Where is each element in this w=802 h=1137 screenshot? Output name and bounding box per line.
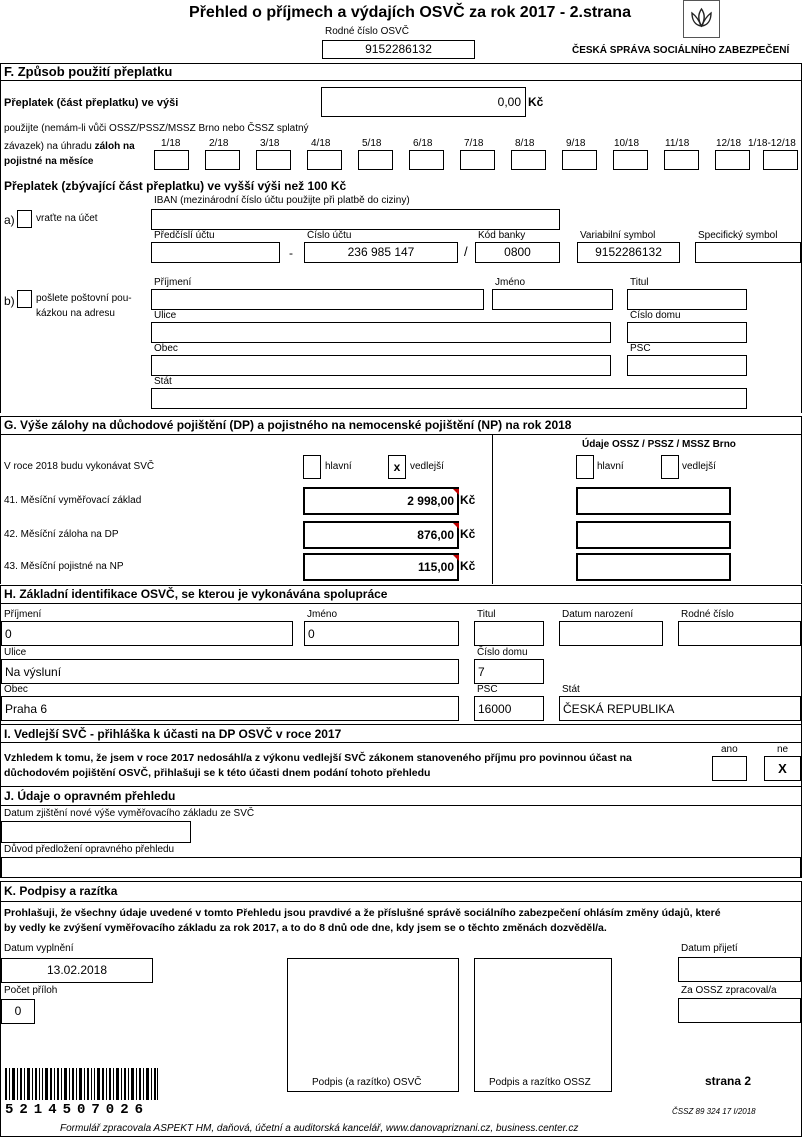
office-main-label: hlavní <box>597 461 624 472</box>
office-row41-field[interactable] <box>576 487 731 515</box>
h-rc-field[interactable] <box>678 621 801 646</box>
month-checkbox[interactable] <box>562 150 597 170</box>
row42-field[interactable]: 876,00 <box>303 521 459 549</box>
osvc-signature-box[interactable] <box>287 958 459 1092</box>
osvc-signature-label: Podpis (a razítko) OSVČ <box>312 1077 422 1088</box>
month-label: 10/18 <box>614 138 640 149</box>
account-label: Číslo účtu <box>307 230 352 241</box>
iban-label: IBAN (mezinárodní číslo účtu použijte při platbě do ciziny) <box>154 195 410 206</box>
h-house-field[interactable]: 7 <box>474 659 544 684</box>
post-psc-field[interactable] <box>627 355 747 376</box>
account-field[interactable]: 236 985 147 <box>304 242 458 263</box>
row43-label: 43. Měsíční pojistné na NP <box>4 561 124 572</box>
i-no-label: ne <box>777 744 789 755</box>
j-date-field[interactable] <box>1 821 191 843</box>
month-checkbox[interactable] <box>511 150 546 170</box>
b-text-2: kázkou na adresu <box>36 308 115 319</box>
h-birth-field[interactable] <box>559 621 663 646</box>
side-activity-label: vedlejší <box>410 461 444 472</box>
barcode-number: 5214507026 <box>5 1102 150 1118</box>
page-number: strana 2 <box>705 1074 752 1088</box>
month-label: 12/18 <box>716 138 742 149</box>
month-checkbox[interactable] <box>715 150 750 170</box>
k-processed-label: Za OSSZ zpracoval/a <box>681 985 777 996</box>
prefix-label: Předčíslí účtu <box>154 230 215 241</box>
post-name-label: Jméno <box>495 277 526 288</box>
k-attach-field[interactable]: 0 <box>1 999 35 1024</box>
bank-field[interactable]: 0800 <box>475 242 560 263</box>
office-side-checkbox[interactable] <box>661 455 679 479</box>
office-main-checkbox[interactable] <box>576 455 594 479</box>
iban-field[interactable] <box>151 209 560 230</box>
month-checkbox[interactable] <box>154 150 189 170</box>
office-title: Údaje OSSZ / PSSZ / MSSZ Brno <box>582 439 736 450</box>
h-city-field[interactable]: Praha 6 <box>1 696 459 721</box>
footer-note: Formulář zpracovala ASPEKT HM, daňová, účetní a auditorská kancelář, www.danovapriznani.cz, business.center.cz <box>60 1123 579 1134</box>
main-activity-checkbox[interactable] <box>303 455 321 479</box>
post-surname-field[interactable] <box>151 289 484 310</box>
row41-label: 41. Měsíční vyměřovací základ <box>4 495 142 506</box>
overpay-label: Přeplatek (část přeplatku) ve výši <box>4 97 179 109</box>
activity-label: V roce 2018 budu vykonávat SVČ <box>4 461 155 472</box>
row43-field[interactable]: 115,00 <box>303 553 459 581</box>
k-declaration-1: Prohlašuji, že všechny údaje uvedené v tomto Přehledu jsou pravdivé a že příslušné správě sociálního zabezpečení ohlásím změny údajů, které <box>4 907 721 919</box>
post-street-label: Ulice <box>154 310 177 321</box>
row42-currency: Kč <box>460 527 476 541</box>
vs-label: Variabilní symbol <box>580 230 656 241</box>
section-k-title: K. Podpisy a razítka <box>4 884 118 898</box>
month-label: 1/18 <box>161 138 181 149</box>
barcode-icon <box>5 1068 159 1100</box>
h-city-label: Obec <box>4 684 28 695</box>
month-label: 6/18 <box>413 138 433 149</box>
month-checkbox[interactable] <box>664 150 699 170</box>
month-label: 11/18 <box>665 138 690 149</box>
post-surname-label: Příjmení <box>154 277 192 288</box>
month-checkbox[interactable] <box>307 150 342 170</box>
j-reason-label: Důvod předložení opravného přehledu <box>4 844 175 855</box>
month-checkbox[interactable] <box>613 150 648 170</box>
k-declaration-2: by vedly ke zvýšení vyměřovacího základu za rok 2017, a to do 8 dnů ode dne, kdy jsem se o těchto změnách dozvěděl/a. <box>4 922 607 934</box>
dash-separator: - <box>289 246 293 260</box>
row42-label: 42. Měsíční záloha na DP <box>4 529 119 540</box>
h-house-label: Číslo domu <box>477 647 528 658</box>
office-row42-field[interactable] <box>576 521 731 549</box>
h-birth-label: Datum narození <box>562 609 634 620</box>
main-activity-label: hlavní <box>325 461 352 472</box>
office-side-label: vedlejší <box>682 461 716 472</box>
i-text-1: Vzhledem k tomu, že jsem v roce 2017 nedosáhl/a z výkonu vedlejší SVČ zákonem stanoveného příjmu pro povinnou účast na <box>4 752 632 764</box>
month-checkbox[interactable] <box>358 150 393 170</box>
slash-separator: / <box>464 244 468 259</box>
post-house-field[interactable] <box>627 322 747 343</box>
section-h-title: H. Základní identifikace OSVČ, se kterou je vykonávána spolupráce <box>4 587 388 601</box>
section-i-title: I. Vedlejší SVČ - přihláška k účasti na DP OSVČ v roce 2017 <box>4 727 342 741</box>
rc-label: Rodné číslo OSVČ <box>325 26 409 37</box>
refund-account-checkbox[interactable] <box>17 210 32 228</box>
month-checkbox[interactable] <box>460 150 495 170</box>
use-text-1: použijte (nemám-li vůči OSSZ/PSSZ/MSSZ Brno nebo ČSSZ splatný <box>4 123 309 134</box>
post-title-field[interactable] <box>627 289 747 310</box>
h-title-field[interactable] <box>474 621 544 646</box>
use-text-3: pojistné na měsíce <box>4 156 94 167</box>
month-label: 5/18 <box>362 138 382 149</box>
h-title-label: Titul <box>477 609 496 620</box>
section-g-title: G. Výše zálohy na důchodové pojištění (DP) a pojistného na nemocenské pojištění (NP) na rok 2018 <box>4 418 572 432</box>
h-name-label: Jméno <box>307 609 338 620</box>
b-label: b) <box>4 294 15 308</box>
month-label: 9/18 <box>566 138 586 149</box>
section-j-title: J. Údaje o opravném přehledu <box>4 789 176 803</box>
a-label: a) <box>4 213 15 227</box>
h-psc-label: PSC <box>477 684 498 695</box>
form-code: ČSSZ 89 324 17 I/2018 <box>672 1107 756 1116</box>
cssz-logo-icon <box>683 0 720 38</box>
month-checkbox[interactable] <box>763 150 798 170</box>
page-title: Přehled o příjmech a výdajích OSVČ za rok 2017 - 2.strana <box>189 4 631 21</box>
institution-name: ČESKÁ SPRÁVA SOCIÁLNÍHO ZABEZPEČENÍ <box>572 45 790 56</box>
post-state-field[interactable] <box>151 388 747 409</box>
month-checkbox[interactable] <box>256 150 291 170</box>
ossz-signature-box[interactable] <box>474 958 612 1092</box>
post-name-field[interactable] <box>492 289 613 310</box>
postal-order-checkbox[interactable] <box>17 290 32 308</box>
i-no-checkbox[interactable]: X <box>764 756 801 781</box>
post-title-label: Titul <box>630 277 649 288</box>
i-yes-checkbox[interactable] <box>712 756 747 781</box>
j-reason-field[interactable] <box>1 857 801 878</box>
post-house-label: Číslo domu <box>630 310 681 321</box>
remain-label: Přeplatek (zbývající část přeplatku) ve vyšší výši než 100 Kč <box>4 179 347 193</box>
month-label: 2/18 <box>209 138 229 149</box>
h-rc-label: Rodné číslo <box>681 609 734 620</box>
i-text-2: důchodovém pojištění OSVČ, přihlašuji se k této účasti dnem podání tohoto přehledu <box>4 767 431 779</box>
post-street-field[interactable] <box>151 322 611 343</box>
h-street-label: Ulice <box>4 647 27 658</box>
post-city-field[interactable] <box>151 355 611 376</box>
b-text-1: pošlete poštovní pou- <box>36 293 132 304</box>
j-date-label: Datum zjištění nové výše vyměřovacího základu ze SVČ <box>4 808 255 819</box>
section-f-title: F. Způsob použití přeplatku <box>4 64 173 79</box>
h-name-field[interactable]: 0 <box>304 621 459 646</box>
row41-currency: Kč <box>460 493 476 507</box>
post-state-label: Stát <box>154 376 172 387</box>
h-state-field[interactable]: ČESKÁ REPUBLIKA <box>559 696 801 721</box>
month-label: 7/18 <box>464 138 484 149</box>
h-psc-field[interactable]: 16000 <box>474 696 544 721</box>
side-activity-checkbox[interactable]: x <box>388 455 406 479</box>
month-checkbox[interactable] <box>409 150 444 170</box>
month-label: 3/18 <box>260 138 280 149</box>
a-text: vraťte na účet <box>36 213 98 224</box>
bank-label: Kód banky <box>478 230 526 241</box>
post-city-label: Obec <box>154 343 178 354</box>
h-state-label: Stát <box>562 684 580 695</box>
ossz-signature-label: Podpis a razítko OSSZ <box>489 1077 591 1088</box>
ss-label: Specifický symbol <box>698 230 778 241</box>
post-psc-label: PSC <box>630 343 651 354</box>
k-attach-label: Počet příloh <box>4 985 58 996</box>
use-text-2: závazek) na úhradu záloh na <box>4 141 135 152</box>
prefix-field[interactable] <box>151 242 280 263</box>
h-street-field[interactable]: Na výsluní <box>1 659 459 684</box>
month-label: 8/18 <box>515 138 535 149</box>
row41-field[interactable]: 2 998,00 <box>303 487 459 515</box>
h-surname-label: Příjmení <box>4 609 42 620</box>
office-row43-field[interactable] <box>576 553 731 581</box>
i-yes-label: ano <box>721 744 738 755</box>
row43-currency: Kč <box>460 559 476 573</box>
month-label: 4/18 <box>311 138 331 149</box>
k-received-field[interactable] <box>678 957 801 982</box>
rc-field[interactable]: 9152286132 <box>322 40 475 59</box>
h-surname-field[interactable]: 0 <box>1 621 293 646</box>
overpay-field[interactable]: 0,00 <box>321 87 526 117</box>
k-filled-field[interactable]: 13.02.2018 <box>1 958 153 983</box>
month-label: 1/18-12/18 <box>748 138 796 149</box>
month-checkbox[interactable] <box>205 150 240 170</box>
k-processed-field[interactable] <box>678 998 801 1023</box>
ss-field[interactable] <box>695 242 801 263</box>
overpay-currency: Kč <box>528 95 544 109</box>
k-received-label: Datum přijetí <box>681 943 738 954</box>
k-filled-label: Datum vyplnění <box>4 943 74 954</box>
vs-field[interactable]: 9152286132 <box>577 242 680 263</box>
